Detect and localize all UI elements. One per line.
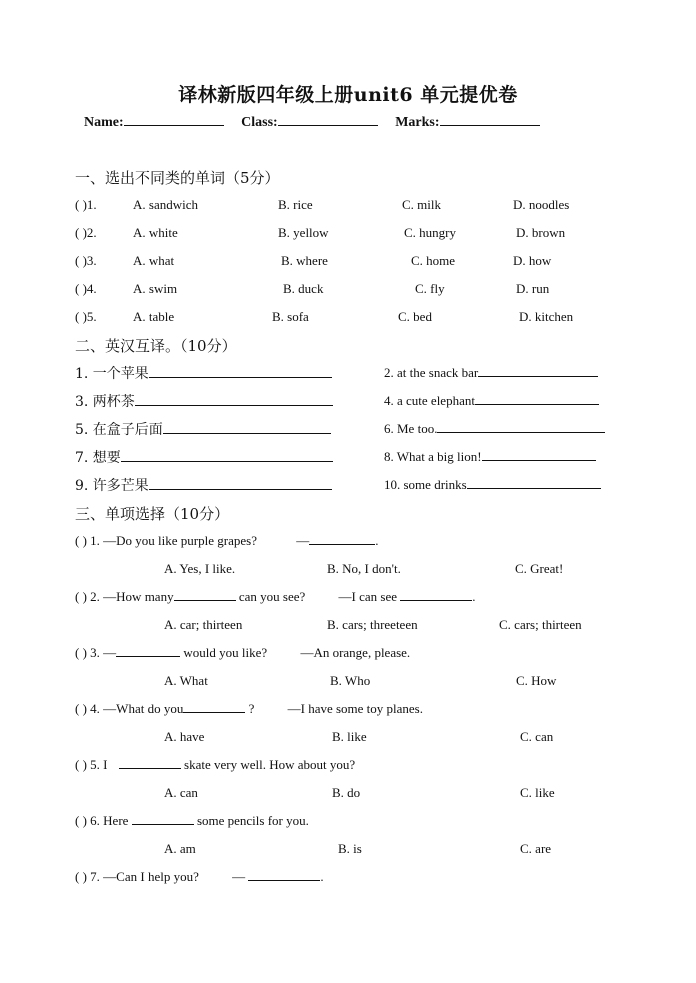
q1-option-b[interactable]: B. No, I don't.	[327, 561, 401, 576]
option-a: A. what	[133, 253, 175, 268]
q6-option-c[interactable]: C. are	[520, 841, 552, 856]
name-blank[interactable]	[124, 113, 224, 126]
option-a: A. sandwich	[133, 197, 198, 212]
translate-item-2: 2. at the snack bar	[384, 364, 598, 381]
option-a: A. table	[133, 309, 175, 324]
translate-item-3: 3. 两杯茶	[75, 391, 333, 411]
option-b: B. sofa	[272, 309, 309, 324]
name-field[interactable]: Name:	[84, 113, 224, 131]
answer-paren[interactable]: ( )1.	[75, 197, 97, 212]
q1-option-a[interactable]: A. Yes, I like.	[164, 561, 236, 576]
answer-line[interactable]	[149, 365, 332, 378]
q5-option-b[interactable]: B. do	[332, 785, 361, 800]
q4-option-a[interactable]: A. have	[164, 729, 205, 744]
option-c: C. fly	[415, 281, 445, 296]
q3-option-c[interactable]: C. How	[516, 673, 557, 688]
translate-item-4: 4. a cute elephant	[384, 392, 599, 409]
student-info-row	[84, 113, 604, 131]
answer-line[interactable]	[121, 449, 333, 462]
option-a: A. swim	[133, 281, 178, 296]
option-b: B. yellow	[278, 225, 329, 240]
q2-option-b[interactable]: B. cars; threeteen	[327, 617, 418, 632]
mc-question-5: ( ) 5. I skate very well. How about you?	[75, 757, 356, 772]
mc-question-7: ( ) 7. —Can I help you? — .	[75, 869, 324, 884]
section2-heading: 二、英汉互译。（10分）	[75, 337, 237, 355]
option-d: D. how	[513, 253, 552, 268]
answer-paren[interactable]: ( ) 5.	[75, 757, 100, 772]
answer-line[interactable]	[467, 476, 601, 489]
translate-item-1: 1. 一个苹果	[75, 363, 332, 383]
translate-item-6: 6. Me too.	[384, 420, 605, 437]
option-d: D. kitchen	[519, 309, 574, 324]
answer-blank[interactable]	[132, 813, 194, 825]
answer-line[interactable]	[475, 392, 599, 405]
answer-blank[interactable]	[400, 589, 472, 601]
class-blank[interactable]	[278, 113, 378, 126]
option-a: A. white	[133, 225, 178, 240]
q4-option-c[interactable]: C. can	[520, 729, 554, 744]
q4-option-b[interactable]: B. like	[332, 729, 367, 744]
q2-option-c[interactable]: C. cars; thirteen	[499, 617, 582, 632]
option-d: D. run	[516, 281, 550, 296]
answer-paren[interactable]: ( ) 6.	[75, 813, 100, 828]
answer-blank[interactable]	[309, 533, 375, 545]
answer-line[interactable]	[482, 448, 596, 461]
answer-line[interactable]	[163, 421, 331, 434]
answer-blank[interactable]	[183, 701, 245, 713]
answer-line[interactable]	[437, 420, 605, 433]
answer-paren[interactable]: ( )3.	[75, 253, 97, 268]
option-b: B. where	[281, 253, 328, 268]
answer-paren[interactable]: ( ) 4.	[75, 701, 100, 716]
class-field[interactable]: Class:	[241, 113, 378, 131]
answer-blank[interactable]	[116, 645, 180, 657]
option-d: D. noodles	[513, 197, 570, 212]
answer-paren[interactable]: ( ) 7.	[75, 869, 100, 884]
option-c: C. hungry	[404, 225, 456, 240]
q5-option-a[interactable]: A. can	[164, 785, 198, 800]
answer-blank[interactable]	[119, 757, 181, 769]
page-title: 译林新版四年级上册unit6 单元提优卷	[178, 84, 518, 106]
translate-item-5: 5. 在盒子后面	[75, 419, 331, 439]
q1-option-c[interactable]: C. Great!	[515, 561, 564, 576]
translate-item-7: 7. 想要	[75, 447, 333, 467]
option-d: D. brown	[516, 225, 566, 240]
answer-paren[interactable]: ( )4.	[75, 281, 97, 296]
marks-blank[interactable]	[440, 113, 540, 126]
option-c: C. bed	[398, 309, 432, 324]
mc-question-1: ( ) 1. —Do you like purple grapes? — .	[75, 533, 379, 548]
answer-line[interactable]	[478, 364, 598, 377]
q6-option-b[interactable]: B. is	[338, 841, 362, 856]
answer-line[interactable]	[149, 477, 332, 490]
mc-question-6: ( ) 6. Here some pencils for you.	[75, 813, 309, 828]
option-c: C. milk	[402, 197, 442, 212]
option-b: B. rice	[278, 197, 313, 212]
mc-question-4: ( ) 4. —What do you ? —I have some toy planes.	[75, 701, 423, 716]
translate-item-9: 9. 许多芒果	[75, 475, 332, 495]
translate-item-8: 8. What a big lion!	[384, 448, 596, 465]
section3-heading: 三、单项选择（10分）	[75, 505, 230, 523]
q6-option-a[interactable]: A. am	[164, 841, 196, 856]
q5-option-c[interactable]: C. like	[520, 785, 555, 800]
answer-line[interactable]	[135, 393, 333, 406]
marks-field[interactable]: Marks:	[395, 113, 539, 131]
answer-paren[interactable]: ( ) 2.	[75, 589, 100, 604]
answer-paren[interactable]: ( ) 3.	[75, 645, 100, 660]
option-b: B. duck	[283, 281, 324, 296]
answer-blank[interactable]	[248, 869, 320, 881]
q2-option-a[interactable]: A. car; thirteen	[164, 617, 243, 632]
mc-question-3: ( ) 3. — would you like? —An orange, please.	[75, 645, 411, 660]
q3-option-a[interactable]: A. What	[164, 673, 208, 688]
section1-heading: 一、选出不同类的单词（5分）	[75, 169, 280, 187]
q3-option-b[interactable]: B. Who	[330, 673, 371, 688]
answer-blank[interactable]	[174, 589, 236, 601]
mc-question-2: ( ) 2. —How many can you see? —I can see .	[75, 589, 476, 604]
answer-paren[interactable]: ( )2.	[75, 225, 97, 240]
answer-paren[interactable]: ( )5.	[75, 309, 97, 324]
answer-paren[interactable]: ( ) 1.	[75, 533, 100, 548]
translate-item-10: 10. some drinks	[384, 476, 601, 493]
option-c: C. home	[411, 253, 456, 268]
